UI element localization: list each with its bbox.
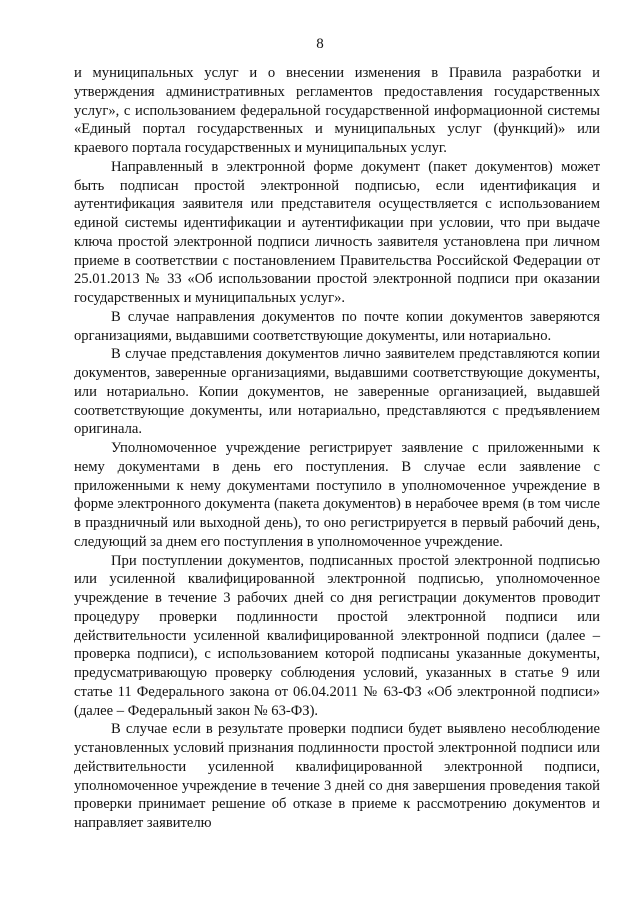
page-number: 8 xyxy=(316,36,324,52)
paragraph-5: Уполномоченное учреждение регистрирует заявление с приложенными к нему документами в день его поступления. В случае если заявление с приложенными к нему документами поступило в уполномоченное учреждение в форме электронного документа (пакета документов) в нерабочее время (в том числе в праздничный или выходной день), то оно регистрируется в первый рабочий день, следующий за днем его поступления в уполномоченное учреждение. xyxy=(74,440,600,550)
document-body xyxy=(74,64,600,833)
paragraph-6: При поступлении документов, подписанных простой электронной подписью или усиленной квалифицированной электронной подписью, уполномоченное учреждение в течение 3 рабочих дней со дня регистрации документов проводит процедуру проверки подлинности простой электронной подписи или действительности усиленной квалифицированной электронной подписи (далее – проверка подписи), с использованием которой подписаны указанные документы, предусматривающую проверку соблюдения условий, указанных в статье 9 или статье 11 Федерального закона от 06.04.2011 № 63-ФЗ «Об электронной подписи» (далее – Федеральный закон № 63-ФЗ). xyxy=(74,552,600,719)
paragraph-3: В случае направления документов по почте копии документов заверяются организациями, выдавшими соответствующие документы, или нотариально. xyxy=(74,308,600,344)
paragraph-1: и муниципальных услуг и о внесении изменения в Правила разработки и утверждения административных регламентов предоставления государственных услуг», с использованием федеральной государственной информационной системы «Единый портал государственных и муниципальных услуг (функций)» или краевого портала государственных и муниципальных услуг. xyxy=(74,65,600,156)
paragraph-2: Направленный в электронной форме документ (пакет документов) может быть подписан простой электронной подписью, если идентификация и аутентификация заявителя или представителя осуществляется с использованием единой системы идентификации и аутентификации при условии, что при выдаче ключа простой электронной подписи личность заявителя установлена при личном приеме в соответствии с постановлением Правительства Российской Федерации от 25.01.2013 № 33 «Об использовании простой электронной подписи при оказании государственных и муниципальных услуг». xyxy=(74,158,600,306)
paragraph-7: В случае если в результате проверки подписи будет выявлено несоблюдение установленных условий признания подлинности простой электронной подписи или действительности усиленной квалифицированной электронной подписи, уполномоченное учреждение в течение 3 дней со дня завершения проведения такой проверки принимает решение об отказе в приеме к рассмотрению документов и направляет заявителю xyxy=(74,721,600,831)
paragraph-4: В случае представления документов лично заявителем представляются копии документов, заверенные организациями, выдавшими соответствующие документы, или нотариально. Копии документов, не заверенные организацией, выдавшей соответствующие документы, или нотариально, представляются с предъявлением оригинала. xyxy=(74,346,600,438)
